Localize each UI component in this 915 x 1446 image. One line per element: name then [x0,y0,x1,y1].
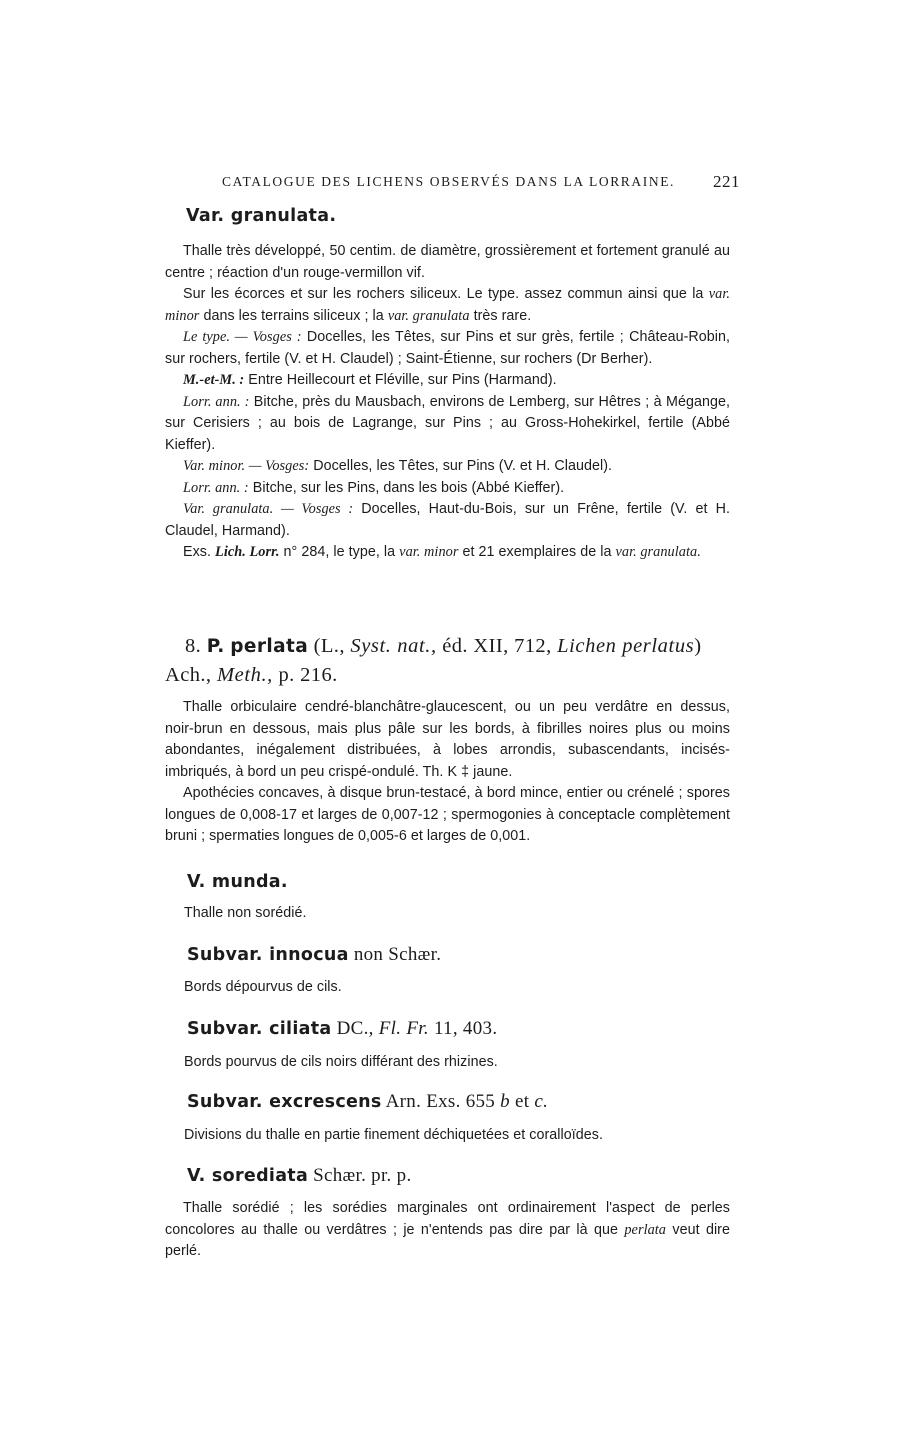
heading-var-granulata: Var. granulata. [186,206,337,226]
paragraph-exsiccata: Exs. Lich. Lorr. n° 284, le type, la var. minor et 21 exemplaires de la var. granulata. [183,544,701,560]
heading-v-sorediata: V. sorediata Schær. pr. p. [187,1165,412,1186]
v-sorediata-text: Thalle sorédié ; les sorédies marginales ont ordinairement l'aspect de perles concolores au thalle ou verdâtres ; je n'entends pas dire par là que perlata veut dire perlé. [165,1200,730,1259]
heading-subvar-excrescens: Subvar. excrescens Arn. Exs. 655 b et c. [187,1091,549,1112]
running-title: CATALOGUE DES LICHENS OBSERVÉS DANS LA LORRAINE. [222,174,676,189]
subvar-ciliata-text: Bords pourvus de cils noirs différant des rhizines. [184,1054,498,1070]
species-epithet: perlata [230,636,309,657]
paragraph-m-et-m: M.-et-M. : Entre Heillecourt et Fléville, sur Pins (Harmand). [183,372,557,388]
paragraph-lorr-ann-2: Lorr. ann. : Bitche, sur les Pins, dans les bois (Abbé Kieffer). [183,479,565,496]
subvar-innocua-text: Bords dépourvus de cils. [184,979,342,995]
page-number: 221 [713,172,740,191]
running-header [222,174,740,190]
species-genus: P. [206,636,225,657]
species-number: 8. [185,635,202,657]
heading-v-munda: V. munda. [187,872,288,892]
paragraph-var-granulata-vosges: Var. granulata. — Vosges : Docelles, Haut-du-Bois, sur un Frêne, fertile (V. et H. Claudel, Harmand). [165,501,730,539]
subvar-excrescens-text: Divisions du thalle en partie finement déchiquetées et coralloïdes. [184,1127,603,1143]
var-granulata-text [165,241,730,564]
paragraph-apothecies: Apothécies concaves, à disque brun-testacé, à bord mince, entier ou crénelé ; spores longues de 0,008-17 et larges de 0,007-12 ; spermogonies à conceptacle complètement bruni ; spermaties longues de 0,005-6 et larges de 0,001. [165,785,730,844]
perlata-description [165,697,730,848]
paragraph-lorr-ann-1: Lorr. ann. : Bitche, près du Mausbach, environs de Lemberg, sur Hêtres ; à Mégange, sur Cerisiers ; au bois de Lagrange, sur Pins ; au Gross-Hohekirkel, fertile (Abbé Kieffer). [165,393,730,453]
species-heading-perlata: 8. P. perlata (L., Syst. nat., éd. XII, 712, Lichen perlatus) Ach., Meth., p. 216. [165,635,702,686]
paragraph-le-type: Le type. — Vosges : Docelles, les Têtes, sur Pins et sur grès, fertile ; Château-Robin, sur rochers, fertile (V. et H. Claudel) ; Saint-Étienne, sur rochers (Dr Berher). [165,329,731,367]
paragraph-thalle-granulata: Thalle très développé, 50 centim. de diamètre, grossièrement et fortement granulé au centre ; réaction d'un rouge-vermillon vif. [165,243,730,281]
paragraph-var-minor: Var. minor. — Vosges: Docelles, les Têtes, sur Pins (V. et H. Claudel). [183,458,613,474]
paragraph-habitat: Sur les écorces et sur les rochers siliceux. Le type. assez commun ainsi que la var. minor dans les terrains siliceux ; la var. granulata très rare. [165,286,730,324]
heading-subvar-ciliata: Subvar. ciliata DC., Fl. Fr. 11, 403. [187,1018,498,1039]
paragraph-thalle-perlata: Thalle orbiculaire cendré-blanchâtre-glaucescent, ou un peu verdâtre en dessus, noir-brun en dessous, mais plus pâle sur les bords, à fibrilles noires plus ou moins abondantes, inégalement distribuées, à lobes arrondis, subascendants, incisés-imbriqués, à bord un peu crispé-ondulé. Th. K ‡ jaune. [165,699,730,780]
v-munda-text: Thalle non sorédié. [184,905,307,921]
heading-subvar-innocua: Subvar. innocua non Schær. [187,944,442,965]
